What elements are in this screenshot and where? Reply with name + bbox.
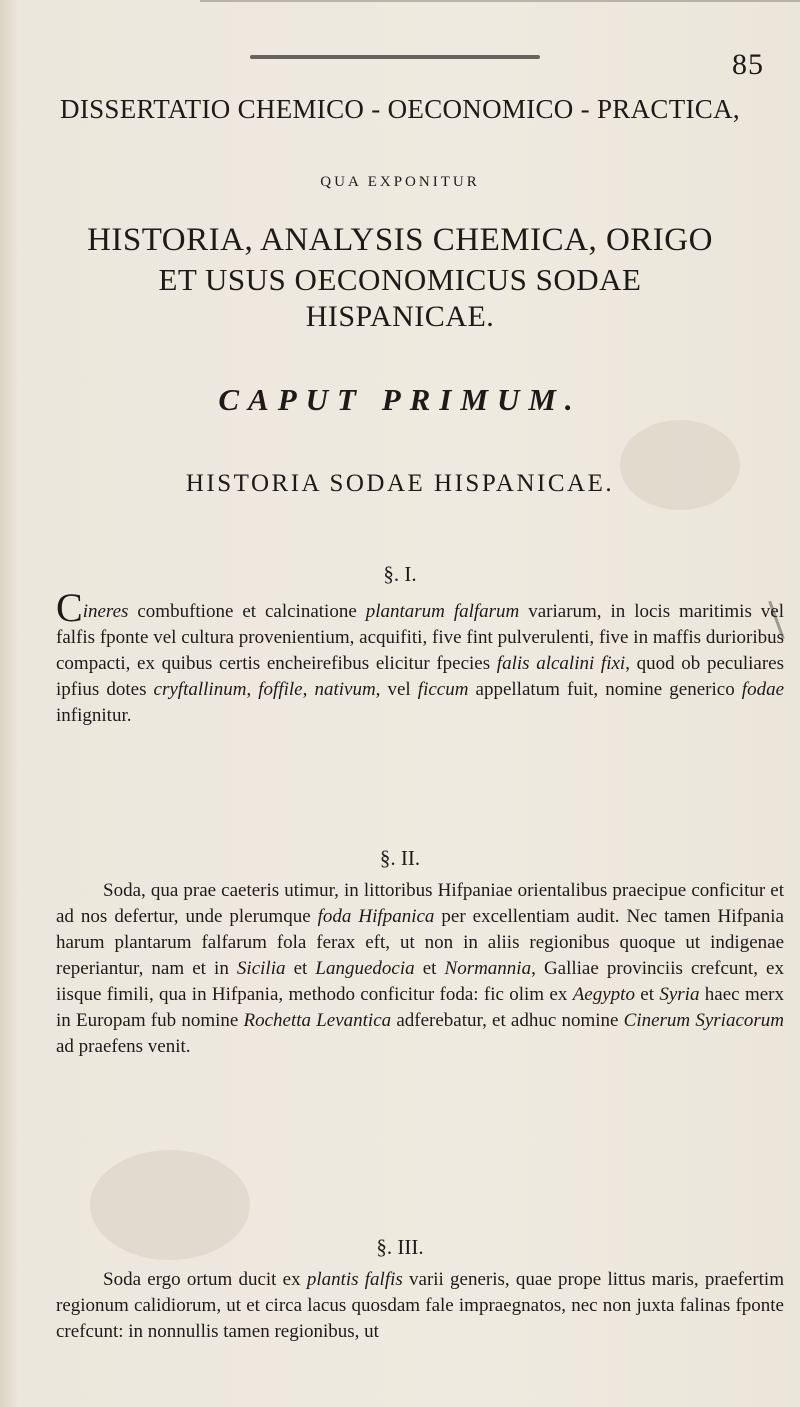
text-run: combuftione et calcinatione [128, 601, 366, 622]
italic-term: falis alcalini fixi [496, 653, 626, 674]
page-number: 85 [732, 48, 764, 81]
italic-term: foffile [258, 679, 303, 700]
italic-term: cryftallinum [153, 679, 247, 700]
text-run: et [414, 958, 445, 979]
title-connector: QUA EXPONITUR [320, 174, 480, 190]
text-run: , vel [375, 679, 418, 700]
text-run: , quod ob peculiares ipfius dotes [56, 653, 784, 700]
italic-term: Aegypto [572, 984, 635, 1005]
text-run: ad praefens venit. [56, 1036, 191, 1057]
paragraph-3 [56, 1267, 784, 1345]
italic-term: foda Hifpanica [317, 906, 435, 927]
subject-title-line-1: HISTORIA, ANALYSIS CHEMICA, ORIGO [87, 222, 713, 258]
text-run: infignitur. [56, 705, 132, 726]
text-run: Soda, qua prae caeteris utimur, in littoribus Hifpaniae orientalibus praecipue conficitur et ad nos defertur, unde plerumque [56, 880, 784, 927]
text-run: Soda ergo ortum ducit ex [103, 1269, 307, 1290]
italic-term: Syria [659, 984, 700, 1005]
section-mark-1: §. I. [383, 562, 417, 586]
italic-term: Normannia [444, 958, 532, 979]
text-run: , [302, 679, 315, 700]
chapter-subtitle: HISTORIA SODAE HISPANICAE. [185, 470, 615, 497]
drop-cap: C [56, 585, 83, 630]
text-run: haec merx in Europam fub nomine [56, 984, 784, 1031]
italic-term: plantarum falfarum [365, 601, 520, 622]
section-mark-3: §. III. [376, 1235, 424, 1259]
header-rule [250, 55, 540, 59]
italic-term: Sicilia [236, 958, 286, 979]
text-run: per excellentiam audit. Nec tamen Hifpania harum plantarum falfarum fola ferax eft, ut non in aliis regionibus quoque ut indigenae reperiantur, nam et in [56, 906, 784, 979]
italic-term: plantis falfis [306, 1269, 403, 1290]
subject-title-line-3: HISPANICAE. [305, 300, 495, 333]
italic-term: ineres [82, 601, 129, 622]
text-run: et [285, 958, 316, 979]
top-edge-rule [200, 0, 800, 2]
italic-term: ficcum [417, 679, 469, 700]
text-run: varii generis, quae prope littus maris, praefertim regionum calidiorum, ut et circa lacus quosdam fale impraegnatos, nec non juxta falinas fponte crefcunt: in nonnullis tamen regionibus, ut [56, 1269, 784, 1342]
text-run: , Galliae provinciis crefcunt, ex iisque fimili, qua in Hifpania, methodo conficitur foda: fic olim ex [56, 958, 784, 1005]
dissertation-title: DISSERTATIO CHEMICO - OECONOMICO - PRACTICA, [60, 94, 740, 124]
text-run: , [246, 679, 259, 700]
italic-term: nativum [314, 679, 376, 700]
italic-term: Rochetta Levantica [243, 1010, 392, 1031]
italic-term: Languedocia [315, 958, 415, 979]
text-run: variarum, in locis maritimis vel falfis fponte vel cultura provenientium, acquifiti, five fint pulverulenti, five in maffis durioribus compacti, ex quibus certis encheirefibus elicitur fpecies [56, 601, 785, 674]
text-run: et [634, 984, 660, 1005]
subject-title-line-2: ET USUS OECONOMICUS SODAE [158, 262, 642, 297]
chapter-heading: CAPUT PRIMUM. [218, 382, 582, 417]
text-run: appellatum fuit, nomine generico [468, 679, 742, 700]
italic-term: fodae [741, 679, 785, 700]
paragraph-2 [56, 878, 784, 1060]
italic-term: Cinerum Syriacorum [623, 1010, 784, 1031]
paragraph-1 [56, 585, 785, 729]
text-run: adferebatur, et adhuc nomine [391, 1010, 624, 1031]
section-mark-2: §. II. [379, 846, 421, 870]
